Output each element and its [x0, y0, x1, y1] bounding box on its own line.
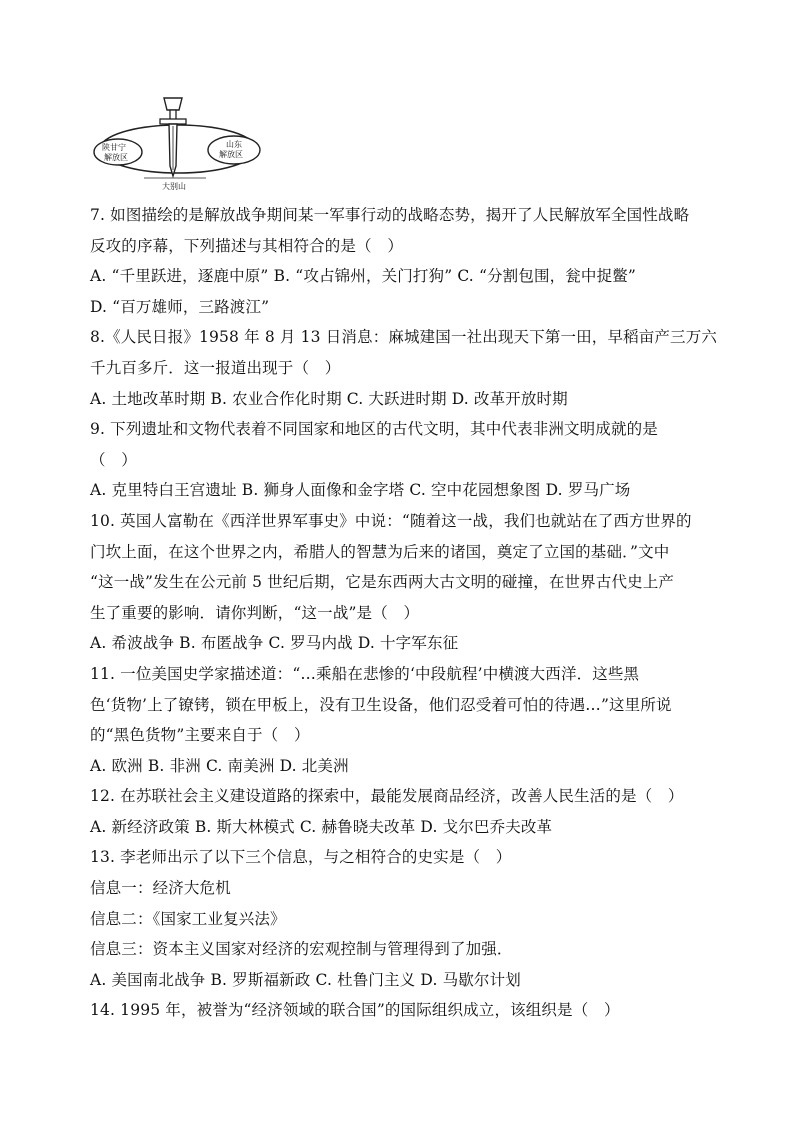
text-line: 反攻的序幕，下列描述与其相符合的是（ ）: [90, 236, 404, 255]
text-line: A. 新经济政策 B. 斯大林模式 C. 赫鲁晓夫改革 D. 戈尔巴乔夫改革: [90, 817, 553, 836]
text-line: 千九百多斤．这一报道出现于（ ）: [90, 358, 341, 377]
text-line: 生了重要的影响．请你判断，“这一战”是（ ）: [90, 603, 420, 622]
text-line: （ ）: [90, 450, 137, 469]
text-line: A. “千里跃进，逐鹿中原” B. “攻占锦州，关门打狗” C. “分割包围，瓮中捉鳖”: [90, 267, 636, 286]
text-line: D. “百万雄师，三路渡江”: [90, 297, 270, 316]
label-left-top: 陕甘宁: [102, 143, 126, 152]
label-right-top: 山东: [226, 140, 242, 149]
label-right-bottom: 解放区: [219, 150, 243, 159]
text-line: “这一战”发生在公元前 5 世纪后期，它是东西两大古文明的碰撞，在世界古代史上产: [90, 573, 675, 592]
text-line: 色‘货物’上了镣铐，锁在甲板上，没有卫生设备，他们忍受着可怕的待遇…”这里所说: [90, 695, 672, 714]
text-line: 门坎上面，在这个世界之内，希腊人的智慧为后来的诸国，奠定了立国的基础．”文中: [90, 542, 670, 561]
text-line: 8.《人民日报》1958 年 8 月 13 日消息：麻城建国一社出现天下第一田，早稻亩产三万六: [90, 328, 718, 347]
text-line: 10. 英国人富勒在《西洋世界军事史》中说：“随着这一战，我们也就站在了西方世界的: [90, 511, 692, 530]
strategy-diagram-svg: [88, 92, 288, 198]
text-line: 14. 1995 年，被誉为“经济领域的联合国”的国际组织成立，该组织是（ ）: [90, 1001, 620, 1020]
text-line: A. 克里特白王宫遗址 B. 狮身人面像和金字塔 C. 空中花园想象图 D. 罗马广场: [90, 481, 631, 500]
text-line: A. 土地改革时期 B. 农业合作化时期 C. 大跃进时期 D. 改革开放时期: [90, 389, 568, 408]
text-line: 信息二：《国家工业复兴法》: [90, 909, 286, 928]
text-line: 信息一：经济大危机: [90, 879, 231, 898]
text-line: 的“黑色货物”主要来自于（ ）: [90, 726, 310, 745]
text-line: A. 欧洲 B. 非洲 C. 南美洲 D. 北美洲: [90, 756, 349, 775]
text-line: 信息三：资本主义国家对经济的宏观控制与管理得到了加强．: [90, 940, 513, 959]
text-line: 13. 李老师出示了以下三个信息，与之相符合的史实是（ ）: [90, 848, 512, 867]
text-line: 9. 下列遗址和文物代表着不同国家和地区的古代文明，其中代表非洲文明成就的是: [90, 420, 658, 439]
label-left-bottom: 解放区: [104, 153, 128, 162]
text-line: 11. 一位美国史学家描述道：“…乘船在悲惨的‘中段航程’中横渡大西洋．这些黑: [90, 664, 640, 683]
war-strategy-diagram: [88, 92, 288, 198]
text-line: 12. 在苏联社会主义建设道路的探索中，最能发展商品经济，改善人民生活的是（ ）: [90, 787, 684, 806]
sword-icon: [160, 98, 186, 176]
question-text: [90, 205, 730, 1031]
text-line: A. 希波战争 B. 布匿战争 C. 罗马内战 D. 十字军东征: [90, 634, 459, 653]
text-line: 7. 如图描绘的是解放战争期间某一军事行动的战略态势，揭开了人民解放军全国性战略: [90, 206, 690, 224]
label-bottom: 大别山: [162, 182, 186, 191]
text-line: A. 美国南北战争 B. 罗斯福新政 C. 杜鲁门主义 D. 马歇尔计划: [90, 970, 521, 989]
